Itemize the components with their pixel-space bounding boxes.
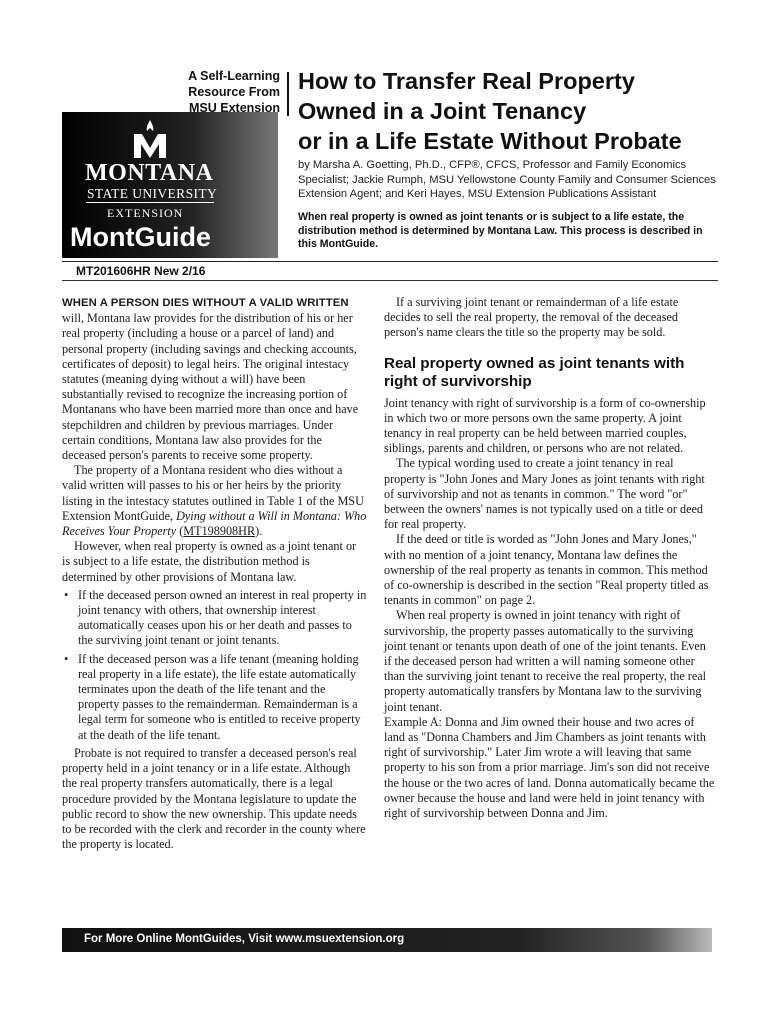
self-learning-resource-tag — [178, 68, 280, 116]
montguide-label: MontGuide — [70, 222, 211, 252]
list-item-text: If the deceased person owned an interest in real property in joint tenancy with others, that ownership interest automatically ceases upon his or her death and passes to the surviving joint tenant or joint tenants. — [78, 587, 367, 648]
example-paragraph — [384, 715, 716, 821]
title-line: How to Transfer Real Property — [298, 68, 635, 94]
cited-publication-title: Dying without a Will in Montana: Who Receives Your Property — [62, 508, 367, 539]
header-divider — [287, 72, 289, 116]
intro-text: will, Montana law provides for the distribution of his or her real property (including a house or a parcel of land) and personal property (including savings and checking accounts, certificates of deposit) to legal heirs. The original intestacy statutes (meaning dying without a will) have been substantially revised to recognize the increasing portion of Montanans who have been married more than once and have stepchildren and children by previous marriages. Under certain conditions, Montana law also provides for the deceased person's parents to receive some property. — [62, 311, 359, 463]
paragraph: Probate is not required to transfer a deceased person's real property held in a joint tenancy or in a life estate. Although the real property transfers automatically, there is a legal procedure provided by the Montana legislature to update the public record to show the new ownership. This update needs to be recorded with the clerk and recorder in the county where the property is located. — [62, 745, 366, 852]
footer-link-text[interactable]: For More Online MontGuides, Visit www.msuextension.org — [84, 933, 405, 945]
self-learning-line: MSU Extension — [189, 101, 280, 115]
page-title — [298, 66, 738, 156]
paragraph: However, when real property is owned as a joint tenant or is subject to a life estate, the distribution method is determined by other provisions of Montana law. — [62, 539, 357, 584]
msu-m-logo-icon — [128, 118, 172, 162]
bullet-icon: • — [64, 587, 69, 602]
title-line: or in a Life Estate Without Probate — [298, 128, 682, 154]
logo-extension-text: EXTENSION — [107, 206, 184, 220]
paragraph: The property of a Montana resident who dies without a valid written will passes to his or her heirs by the priority listing in the intestacy statutes outlined in Table 1 of the MSU Extension MontGuide, Dying without a Will in Montana: Who Receives Your Property (MT198908HR). — [62, 463, 367, 539]
right-column — [384, 295, 716, 821]
header-rule-bottom — [62, 280, 718, 281]
title-line: Owned in a Joint Tenancy — [298, 98, 587, 124]
publication-link[interactable]: MT198908HR — [183, 524, 256, 539]
logo-montana-text: MONTANA — [85, 160, 214, 186]
logo-state-university-text: STATE UNIVERSITY — [87, 186, 218, 201]
list-item — [62, 588, 367, 649]
paragraph: The typical wording used to create a joint tenancy in real property is "John Jones and Mary Jones as joint tenants with right of survivorship and not as tenants in common." The word "or" between the owners' names is not typically used on a title or deed for real property. — [384, 456, 705, 532]
self-learning-line: Resource From — [188, 85, 280, 99]
list-item — [62, 652, 367, 743]
intro-paragraph — [62, 295, 367, 463]
summary-statement: When real property is owned as joint tenants or is subject to a life estate, the distribution method is determined by Montana Law. This process is described in this MontGuide. — [298, 211, 703, 250]
left-column — [62, 295, 367, 852]
publication-code: MT201606HR New 2/16 — [76, 264, 206, 278]
self-learning-line: A Self-Learning — [188, 69, 280, 83]
example-label: Example A: — [384, 714, 442, 729]
section-heading: Real property owned as joint tenants with right of survivorship — [384, 354, 685, 391]
example-text: Donna and Jim owned their house and two acres of land as "Donna Chambers and Jim Chambers as joint tenants with right of survivorship." Later Jim wrote a will leaving that same property to his son from a prior marriage. Jim's son did not receive the house or the two acres of land. Donna automatically became the owner because the house and land were held in joint tenancy with right of survivorship between Donna and Jim. — [384, 714, 715, 821]
logo-divider — [86, 202, 214, 203]
header-rule-top — [62, 261, 718, 262]
paragraph: Joint tenancy with right of survivorship is a form of co-ownership in which two or more persons own the same property. A joint tenancy in real property can be held between married couples, siblings, parents and children, or persons who are not related. — [384, 395, 706, 456]
lead-caps: WHEN A PERSON DIES WITHOUT A VALID WRITTEN — [62, 297, 349, 309]
bullet-icon: • — [64, 651, 69, 666]
paragraph: When real property is owned in joint tenancy with right of survivorship, the property passes automatically to the surviving joint tenant or tenants upon death of one of the joint tenants. Even if the deceased person had written a will naming someone other than the surviving joint tenant to receive the real property, the real property automatically transfers by Montana law to the surviving joint tenant. — [384, 608, 707, 714]
list-item-text: If the deceased person was a life tenant (meaning holding real property in a life estate), the life estate automatically terminates upon the death of the life tenant and the property passes to the remainderman. Remainderman is a legal term for someone who is entitled to receive property at the death of the life tenant. — [78, 651, 361, 742]
paragraph: If the deed or title is worded as "John Jones and Mary Jones," with no mention of a joint tenancy, Montana law defines the ownership of the real property as tenants in common. This method of co-ownership is described in the section "Real property titled as tenants in common" on page 2. — [384, 532, 709, 608]
paragraph: If a surviving joint tenant or remainderman of a life estate decides to sell the real property, the removal of the deceased person's name clears the title so the property may be sold. — [384, 295, 679, 340]
author-credits: by Marsha A. Goetting, Ph.D., CFP®, CFCS, Professor and Family Economics Specialist; Jackie Rumph, MSU Yellowstone County Family and Consumer Sciences Extension Agent; and Keri Hayes, MSU Extension Publications Assistant — [298, 159, 716, 200]
